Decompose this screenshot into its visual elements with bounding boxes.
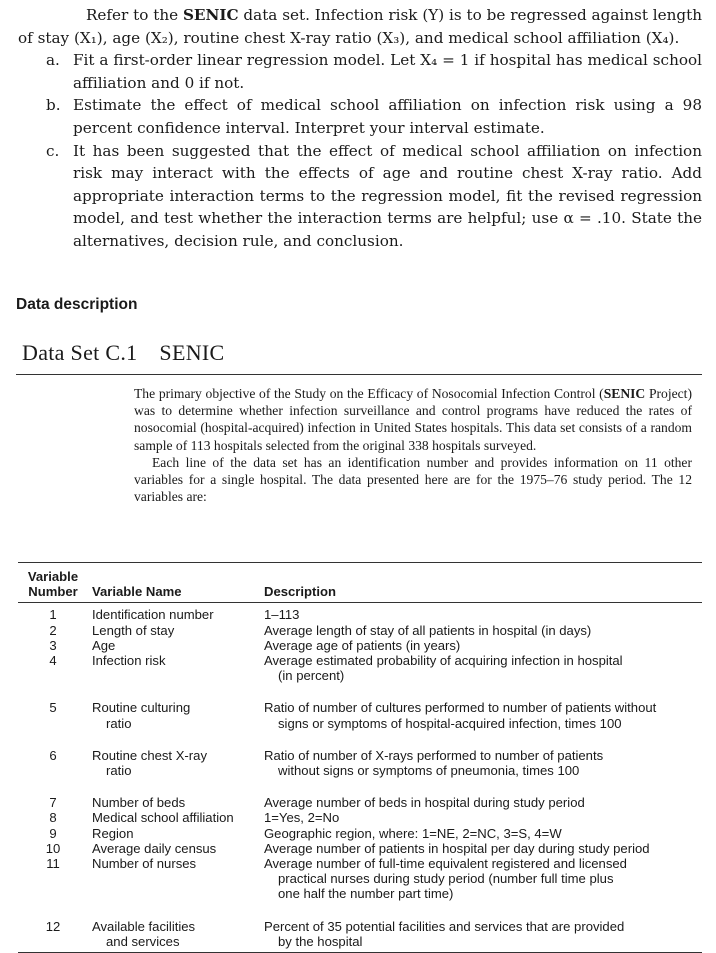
intro-text-after: data set. Infection risk (Y) is to be regressed against length of stay (X₁), age (X₂), routine chest X-ray ratio (X₃), and medical school affiliation (X₄). [18,6,702,47]
para1-after: Project) was to determine whether infection surveillance and control programs have reduced the rates of nosocomial (hospital-acquired) infection in United States hospitals. This data set consists of a random sample of 113 hospitals selected from the original 338 hospitals surveyed. [134,386,692,453]
variables-table [18,562,702,953]
problem-part-c [18,140,702,253]
part-label: b. [46,96,61,115]
header-number-line1: Variable [27,569,79,584]
variable-name [88,623,264,638]
variable-name-line: Routine culturing [92,700,191,716]
variable-number: 6 [49,747,57,763]
variable-number: 1 [49,607,57,623]
variable-name-line: and services [106,933,180,949]
variable-number: 5 [49,700,57,716]
problem-statement [18,4,702,253]
part-text: Fit a first-order linear regression model. Let X₄ = 1 if hospital has medical school affiliation and 0 if not. [73,51,702,92]
part-text: It has been suggested that the effect of medical school affiliation on infection risk may interact with the effects of age and routine chest X-ray ratio. Add appropriate interaction terms to the regression model, fit the revised regression model, and test whether the interaction terms are helpful; use α = .10. State the alternatives, decision rule, and conclusion. [73,141,702,250]
variable-number: 4 [49,653,57,669]
variable-description-line: practical nurses during study period (number full time plus [278,871,614,887]
variable-name-line: Routine chest X-ray [92,747,207,763]
variable-description-line: Average estimated probability of acquiring infection in hospital [264,653,623,669]
table-row [18,603,702,623]
table-row [18,778,702,810]
variable-name-line: Medical school affiliation [92,810,234,826]
variable-description [264,826,702,841]
variable-name-line: ratio [106,763,132,779]
variable-name-line: Available facilities [92,918,196,934]
problem-part-b [18,94,702,139]
dataset-paragraph-1 [134,385,692,454]
variable-description-line: Average age of patients (in years) [264,637,461,653]
variable-description-line: Average number of beds in hospital during study period [264,795,585,811]
variable-description [264,778,702,810]
variable-number: 12 [18,902,88,953]
variable-description [264,638,702,653]
variable-name [88,603,264,623]
variable-name [88,810,264,825]
dataset-name-bold: SENIC [182,6,239,24]
variable-name-line: Age [92,637,116,653]
variable-name [88,638,264,653]
table-row [18,902,702,953]
variable-description [264,731,702,778]
table-row [18,856,702,902]
table-row [18,826,702,841]
variable-name [88,841,264,856]
header-number-line2: Number [28,584,78,600]
variable-description-line: Percent of 35 potential facilities and services that are provided [264,918,625,934]
variable-description-line: without signs or symptoms of pneumonia, times 100 [278,763,580,779]
table-row [18,623,702,638]
part-label: c. [46,141,60,160]
variable-name-line: ratio [106,715,132,731]
variable-description-line: by the hospital [278,933,363,949]
table-row [18,810,702,825]
variable-name-line: Region [92,825,134,841]
variable-description-line: one half the number part time) [278,886,454,902]
variable-name-line: Number of nurses [92,856,197,872]
part-label: a. [46,51,60,70]
variable-description-line: (in percent) [278,668,345,684]
intro-text-before: Refer to the [86,6,183,24]
variable-description-line: Average number of patients in hospital per day during study period [264,840,650,856]
table-row [18,731,702,778]
dataset-title-name: SENIC [159,340,225,365]
problem-parts-list [18,49,702,252]
variable-number: 8 [49,810,57,826]
variable-name-line: Average daily census [92,840,217,856]
table-body [18,603,702,953]
variable-name-line: Infection risk [92,653,166,669]
variable-name [88,683,264,730]
variable-name-line: Number of beds [92,795,186,811]
dataset-description [134,385,692,505]
variable-name [88,902,264,953]
table-header-row [18,563,702,603]
variable-description [264,902,702,953]
variable-description [264,683,702,730]
variable-description-line: 1=Yes, 2=No [264,810,340,826]
problem-intro [18,4,702,49]
variable-description-line: 1–113 [264,607,300,623]
para1-bold-senic: SENIC [603,386,646,401]
variable-name-line: Identification number [92,607,214,623]
variable-name [88,731,264,778]
dataset-title [22,340,224,366]
variable-number: 3 [49,637,57,653]
section-label-data-description: Data description [16,296,138,313]
problem-part-a [18,49,702,94]
variable-name [88,653,264,683]
variable-description [264,603,702,623]
variable-description-line: Geographic region, where: 1=NE, 2=NC, 3=S, 4=W [264,825,562,841]
variable-name [88,826,264,841]
table-row [18,638,702,653]
variable-description [264,810,702,825]
variable-description [264,856,702,902]
variable-description-line: signs or symptoms of hospital-acquired infection, times 100 [278,715,622,731]
variable-number: 7 [49,795,57,811]
variable-name-line: Length of stay [92,622,175,638]
variable-number: 11 [46,856,60,872]
title-divider [16,374,702,375]
header-variable-name: Variable Name [88,563,264,603]
variable-description-line: Average number of full-time equivalent registered and licensed [264,856,627,872]
variable-description-line: Ratio of number of X-rays performed to number of patients [264,747,604,763]
table-row [18,841,702,856]
part-text: Estimate the effect of medical school affiliation on infection risk using a 98 percent confidence interval. Interpret your interval estimate. [73,96,702,137]
variable-description-line: Average length of stay of all patients in hospital (in days) [264,622,592,638]
dataset-title-number: Data Set C.1 [22,340,138,365]
para1-before: The primary objective of the Study on the Efficacy of Nosocomial Infection Control ( [134,386,604,401]
variable-description [264,841,702,856]
variable-number: 2 [49,622,57,638]
variable-number: 10 [45,840,61,856]
header-description: Description [264,563,702,603]
variable-description [264,653,702,683]
dataset-paragraph-2: Each line of the data set has an identification number and provides information on 11 other variables for a single hospital. The data presented here are for the 1975–76 study period. The 12 variables are: [134,454,692,505]
table-row [18,683,702,730]
variable-number: 9 [49,825,57,841]
variable-description [264,623,702,638]
variable-name [88,778,264,810]
header-variable-number [18,563,88,603]
table-row [18,653,702,683]
variable-description-line: Ratio of number of cultures performed to number of patients without [264,700,657,716]
variable-name [88,856,264,902]
